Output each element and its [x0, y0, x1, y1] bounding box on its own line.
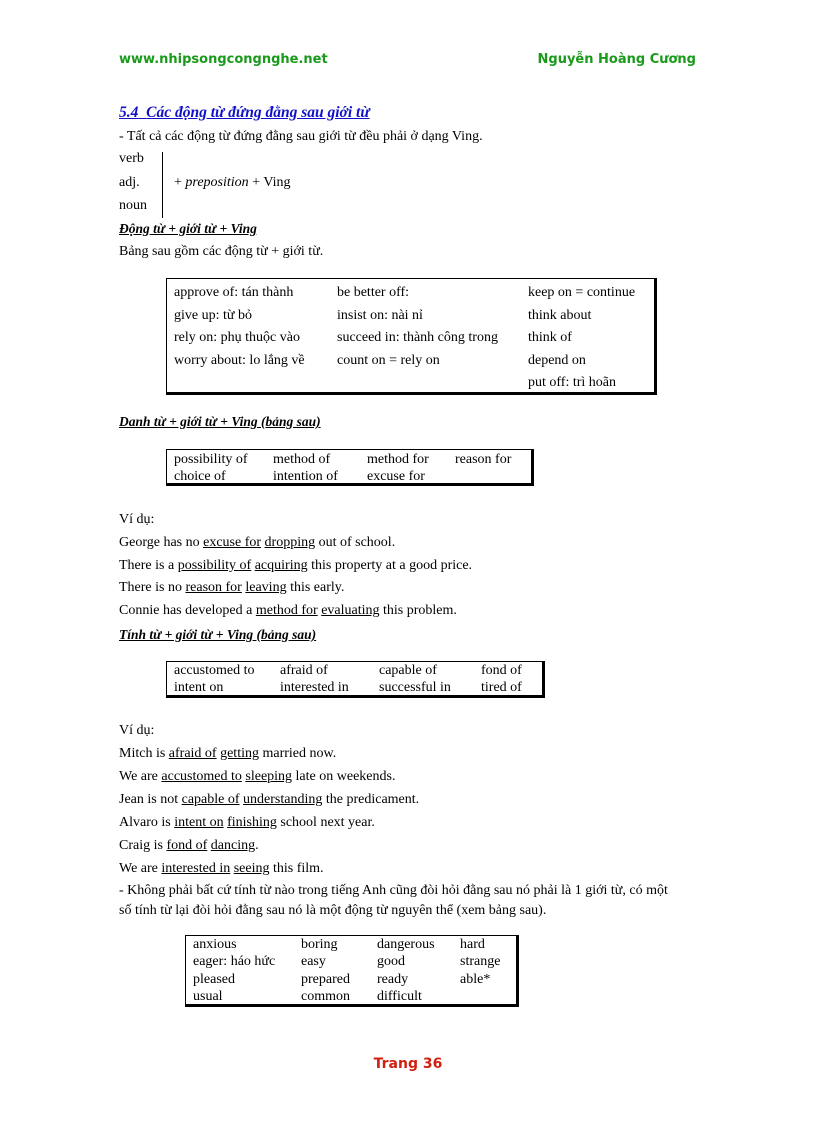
adj-infinitive-table-cell: dangerous [377, 937, 435, 952]
adj-infinitive-table-cell: pleased [193, 971, 235, 987]
adj-infinitive-table-cell: eager: háo hức [193, 954, 276, 970]
formula-noun: noun [119, 198, 147, 213]
adj-note-line-2: số tính từ lại đòi hỏi đằng sau nó là một động từ nguyên thể (xem bảng sau). [119, 903, 547, 918]
verb-table-cell: succeed in: thành công trong [337, 330, 498, 346]
verb-table-cell: keep on = continue [528, 285, 636, 300]
adj-table-cell: intent on [174, 680, 224, 695]
adj-infinitive-table-cell: easy [301, 954, 326, 970]
formula-adj: adj. [119, 175, 140, 190]
header-author: Nguyễn Hoàng Cương [537, 52, 696, 67]
adj-infinitive-table-cell: usual [193, 988, 223, 1004]
adj-infinitive-table-cell: difficult [377, 988, 422, 1004]
verb-table-cell: depend on [528, 352, 586, 368]
adj-infinitive-table [185, 935, 519, 1007]
section-intro: - Tất cả các động từ đứng đằng sau giới từ đều phải ở dạng Ving. [119, 129, 483, 144]
adj-example-label: Ví dụ: [119, 723, 155, 738]
adj-infinitive-table-cell: ready [377, 971, 409, 987]
adj-infinitive-table-cell: strange [460, 954, 501, 970]
verb-table-cell: approve of: tán thành [174, 285, 294, 300]
adj-infinitive-table-cell: good [377, 954, 405, 970]
example-sentence: Connie has developed a method for evaluating this problem. [119, 603, 457, 619]
adj-infinitive-table-cell: boring [301, 937, 338, 952]
example-sentence: Jean is not capable of understanding the predicament. [119, 792, 420, 807]
example-sentence: Craig is fond of dancing. [119, 838, 259, 853]
noun-table-cell: reason for [455, 452, 512, 467]
verb-section-intro: Bảng sau gồm các động từ + giới từ. [119, 244, 324, 259]
adj-infinitive-table-cell: able* [460, 971, 491, 987]
adj-infinitive-table-cell: prepared [301, 971, 350, 987]
adj-table-cell: tired of [481, 680, 522, 695]
page-number: Trang 36 [373, 1056, 443, 1072]
verb-section-title: Động từ + giới từ + Ving [119, 221, 257, 236]
example-sentence: Mitch is afraid of getting married now. [119, 746, 337, 761]
noun-table [166, 449, 534, 486]
adj-infinitive-table-cell: hard [460, 937, 485, 952]
adj-table-cell: interested in [280, 680, 349, 695]
adj-table-cell: successful in [379, 680, 451, 695]
adj-table-cell: capable of [379, 663, 437, 678]
adj-table-cell: fond of [481, 663, 522, 678]
verb-table-cell: put off: trì hoãn [528, 375, 617, 391]
noun-table-cell: possibility of [174, 452, 248, 467]
adj-table-cell: accustomed to [174, 663, 255, 678]
verb-table-cell: think of [528, 330, 572, 346]
section-heading [119, 104, 370, 122]
example-sentence: We are interested in seeing this film. [119, 861, 324, 876]
adj-note-line-1: - Không phải bất cứ tính từ nào trong tiếng Anh cũng đòi hỏi đằng sau nó phải là 1 giới từ, có một [119, 883, 668, 898]
example-sentence: Alvaro is intent on finishing school next year. [119, 815, 375, 830]
noun-table-cell: excuse for [367, 469, 425, 484]
section-number: 5.4 [119, 104, 139, 121]
verb-table-cell: be better off: [337, 285, 410, 300]
adj-infinitive-table-cell: common [301, 988, 350, 1004]
formula-rule: + preposition + Ving [174, 175, 291, 190]
adj-section-title: Tính từ + giới từ + Ving (bảng sau) [119, 627, 317, 642]
example-sentence: George has no excuse for dropping out of school. [119, 535, 396, 550]
noun-table-cell: method for [367, 452, 429, 467]
adj-table [166, 661, 545, 698]
verb-table-cell: worry about: lo lắng về [174, 352, 305, 368]
verb-table-cell: insist on: nài nỉ [337, 307, 423, 323]
adj-table-cell: afraid of [280, 663, 328, 678]
verb-table-cell: give up: từ bỏ [174, 307, 252, 323]
section-title: Các động từ đứng đằng sau giới từ [146, 104, 370, 121]
example-sentence: There is no reason for leaving this early. [119, 580, 345, 596]
verb-table-cell: count on = rely on [337, 352, 440, 368]
formula-bracket [162, 152, 163, 218]
noun-table-cell: method of [273, 452, 331, 467]
verb-table-cell: think about [528, 307, 592, 323]
noun-table-cell: intention of [273, 469, 338, 484]
header-website: www.nhipsongcongnghe.net [119, 52, 328, 67]
noun-example-label: Ví dụ: [119, 512, 155, 527]
noun-table-cell: choice of [174, 469, 226, 484]
adj-infinitive-table-cell: anxious [193, 937, 237, 952]
example-sentence: There is a possibility of acquiring this property at a good price. [119, 557, 473, 573]
verb-table [166, 278, 657, 395]
example-sentence: We are accustomed to sleeping late on weekends. [119, 769, 396, 784]
verb-table-cell: rely on: phụ thuộc vào [174, 330, 300, 346]
formula-verb: verb [119, 151, 144, 166]
noun-section-title: Danh từ + giới từ + Ving (bảng sau) [119, 414, 321, 429]
